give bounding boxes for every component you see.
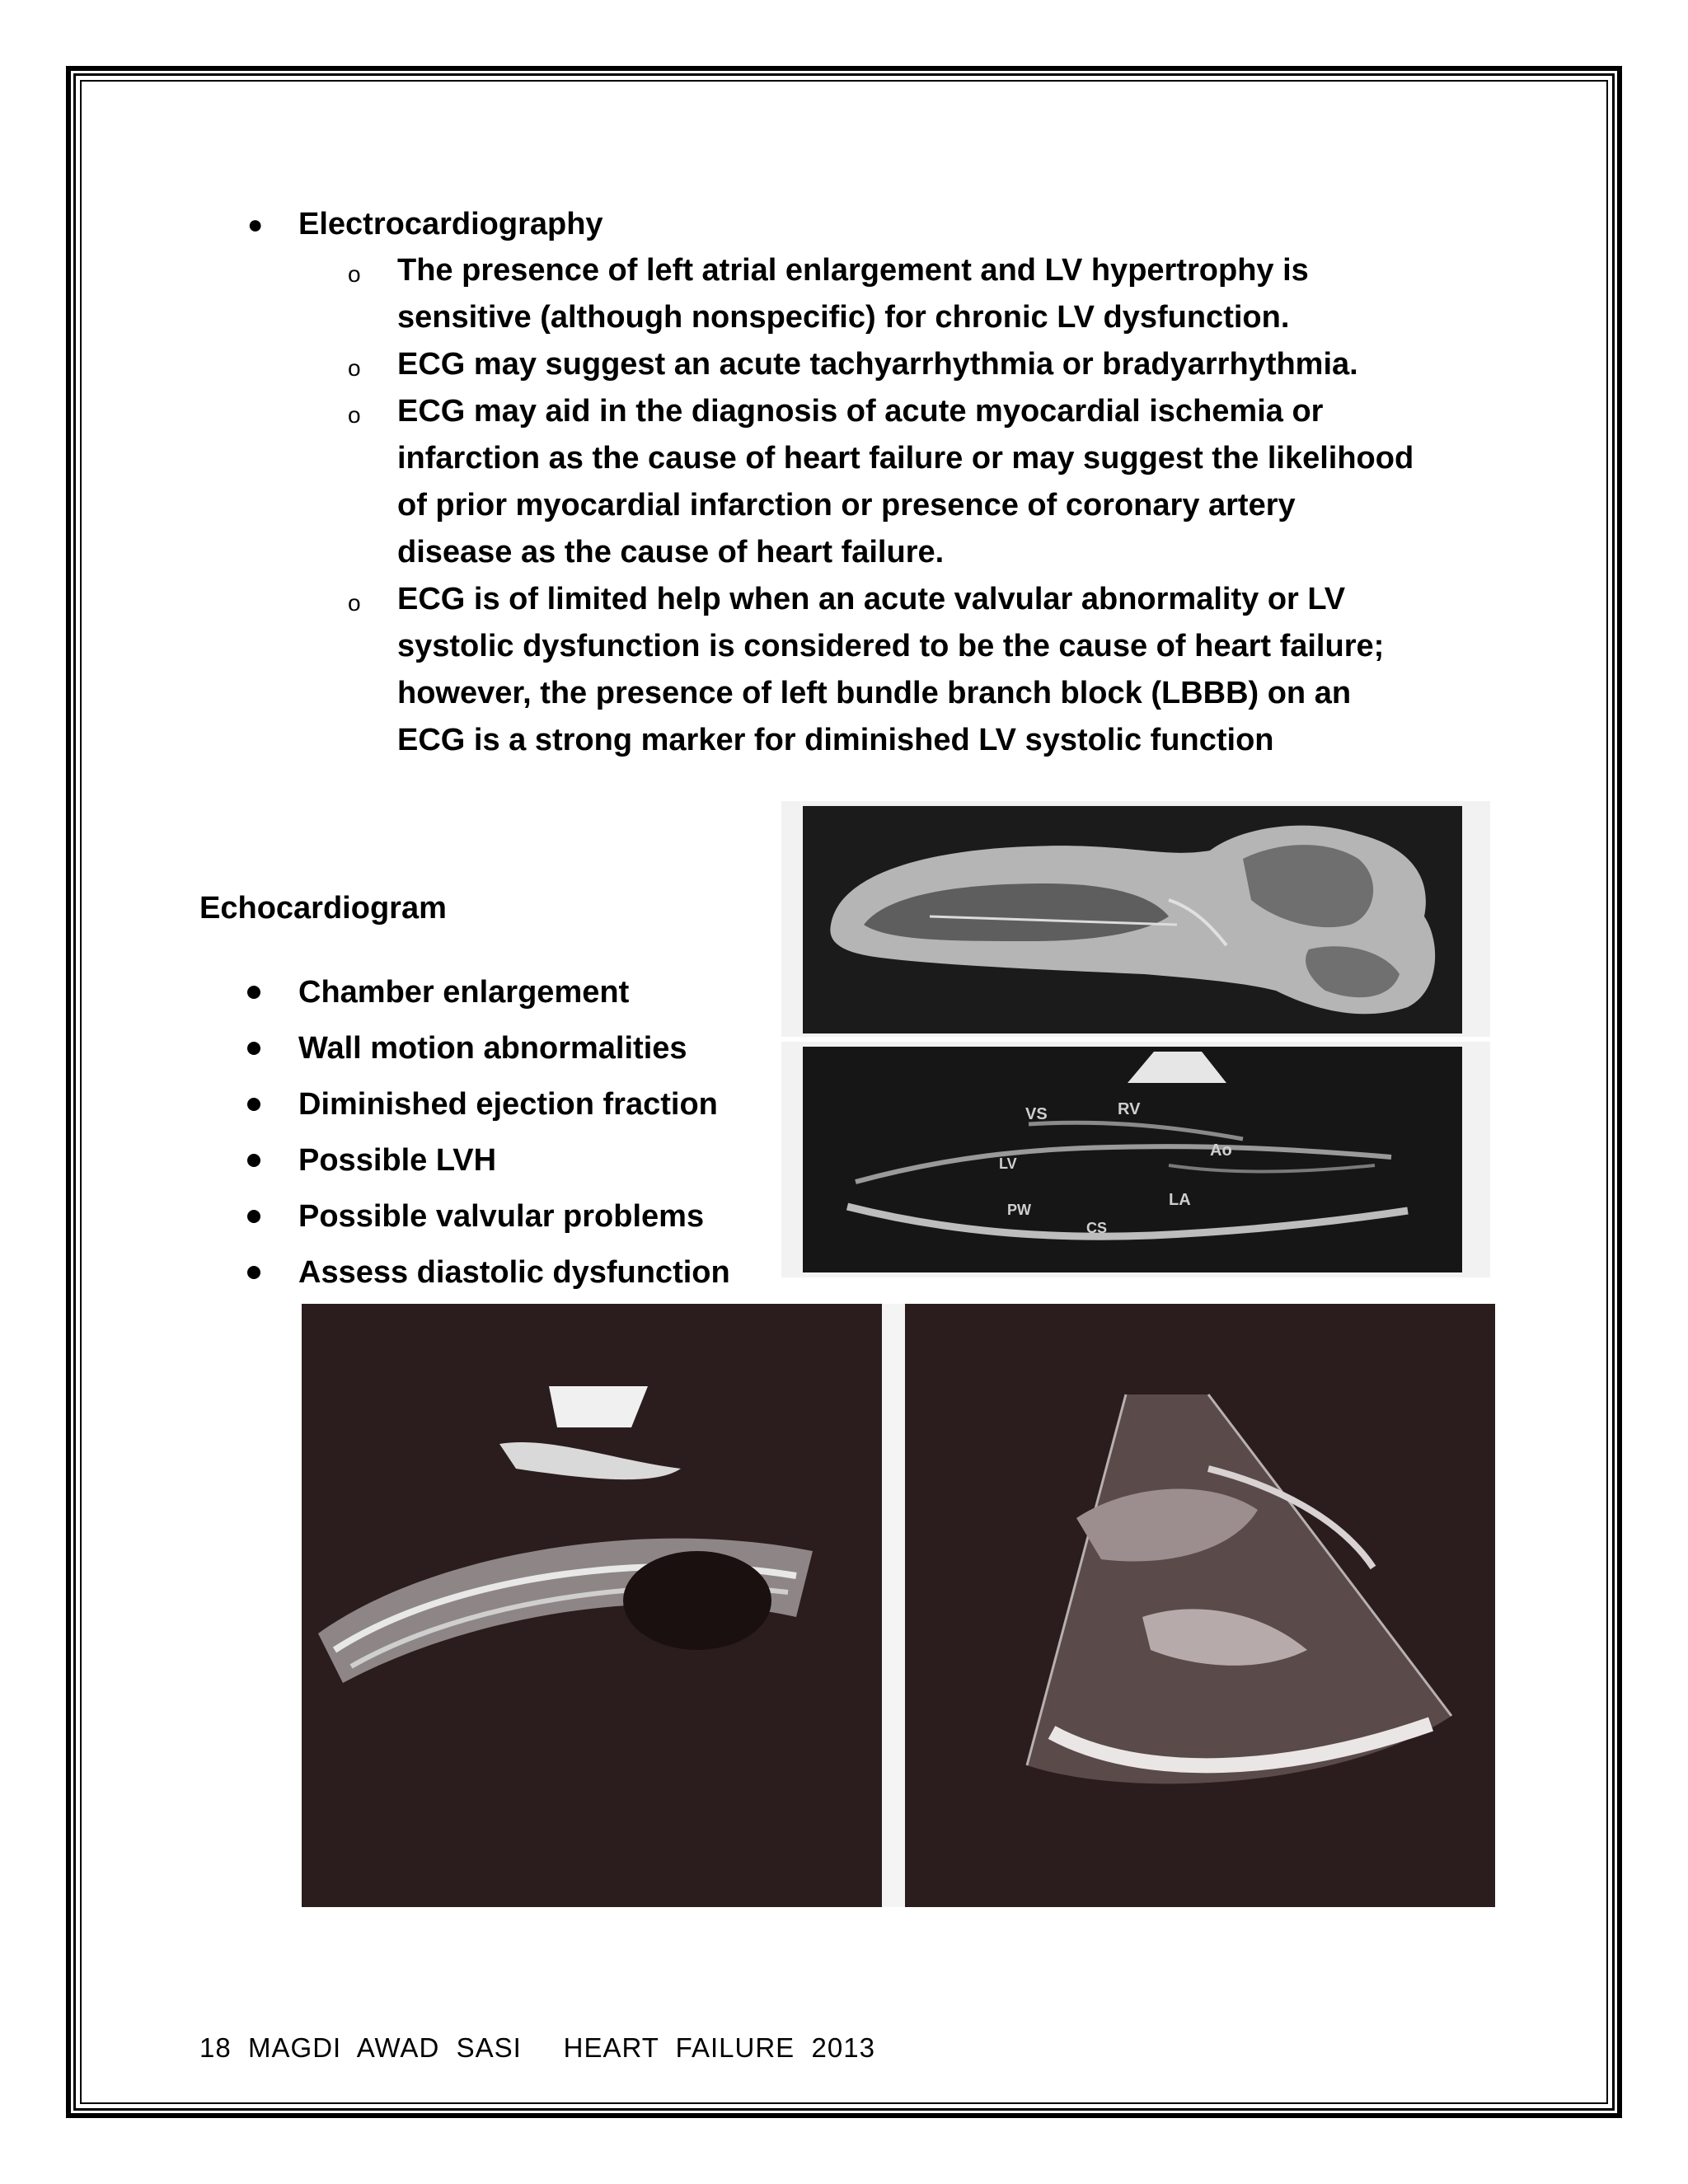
list-item [298, 1025, 730, 1081]
ecg-item-4-line-2: systolic dysfunction is considered to be the cause of heart failure; [397, 629, 1385, 663]
label-cs: CS [1086, 1220, 1108, 1236]
list-item [348, 341, 1518, 388]
list-item [298, 1081, 730, 1137]
label-vs: VS [1025, 1105, 1048, 1123]
ecg-heading-item [247, 201, 603, 248]
ecg-item-4-line-3: however, the presence of left bundle branch block (LBBB) on an [397, 676, 1352, 710]
ecg-item-3-line-1: ECG may aid in the diagnosis of acute myocardial ischemia or [397, 394, 1324, 429]
echo-item-label: Wall motion abnormalities [298, 1031, 687, 1066]
ecg-item-2-line-1: ECG may suggest an acute tachyarrhythmia or bradyarrhythmia. [397, 347, 1358, 382]
ecg-heading: Electrocardiography [298, 207, 603, 241]
bullet-icon [247, 1098, 260, 1111]
bullet-icon [247, 1154, 260, 1167]
bullet-icon: ● [247, 209, 264, 239]
ecg-item-3-line-2: infarction as the cause of heart failure or may suggest the likelihood [397, 441, 1414, 476]
list-item [348, 247, 1518, 341]
label-la: LA [1169, 1191, 1191, 1209]
list-item [298, 1193, 730, 1249]
hollow-bullet-icon: o [348, 590, 361, 616]
echo-ultrasound-pair [302, 1304, 1495, 1907]
list-item [298, 969, 730, 1025]
echo-list [298, 969, 730, 1305]
bullet-icon [247, 1210, 260, 1223]
list-item [298, 1137, 730, 1193]
echo-title: Echocardiogram [199, 891, 447, 926]
labeled-echo-image [781, 1042, 1490, 1277]
echo-item-label: Possible LVH [298, 1143, 497, 1178]
heart-anatomy-image [781, 801, 1490, 1037]
label-pw: PW [1007, 1202, 1031, 1218]
ecg-item-1-line-1: The presence of left atrial enlargement and LV hypertrophy is [397, 253, 1309, 288]
echo-item-label: Assess diastolic dysfunction [298, 1255, 730, 1290]
ecg-item-4-line-4: ECG is a strong marker for diminished LV systolic function [397, 723, 1274, 757]
echo-item-label: Possible valvular problems [298, 1199, 705, 1234]
hollow-bullet-icon: o [348, 355, 361, 381]
list-item [298, 1249, 730, 1305]
label-rv: RV [1118, 1100, 1141, 1118]
echo-item-label: Diminished ejection fraction [298, 1087, 718, 1122]
label-ao: Ao [1210, 1141, 1232, 1160]
page-footer: 18 MAGDI AWAD SASI HEART FAILURE 2013 [199, 2032, 875, 2063]
hollow-bullet-icon: o [348, 261, 361, 287]
bullet-icon [247, 1042, 260, 1055]
hollow-bullet-icon: o [348, 402, 361, 428]
ecg-item-4-line-1: ECG is of limited help when an acute valvular abnormality or LV [397, 582, 1346, 616]
echo-item-label: Chamber enlargement [298, 975, 630, 1010]
ecg-item-3-line-4: disease as the cause of heart failure. [397, 535, 945, 569]
bullet-icon [247, 1266, 260, 1279]
ecg-item-1-line-2: sensitive (although nonspecific) for chronic LV dysfunction. [397, 300, 1290, 335]
list-item [348, 576, 1518, 764]
label-lv: LV [999, 1155, 1017, 1172]
ecg-item-3-line-3: of prior myocardial infarction or presence of coronary artery [397, 488, 1296, 523]
bullet-icon [247, 986, 260, 999]
list-item [348, 388, 1518, 576]
